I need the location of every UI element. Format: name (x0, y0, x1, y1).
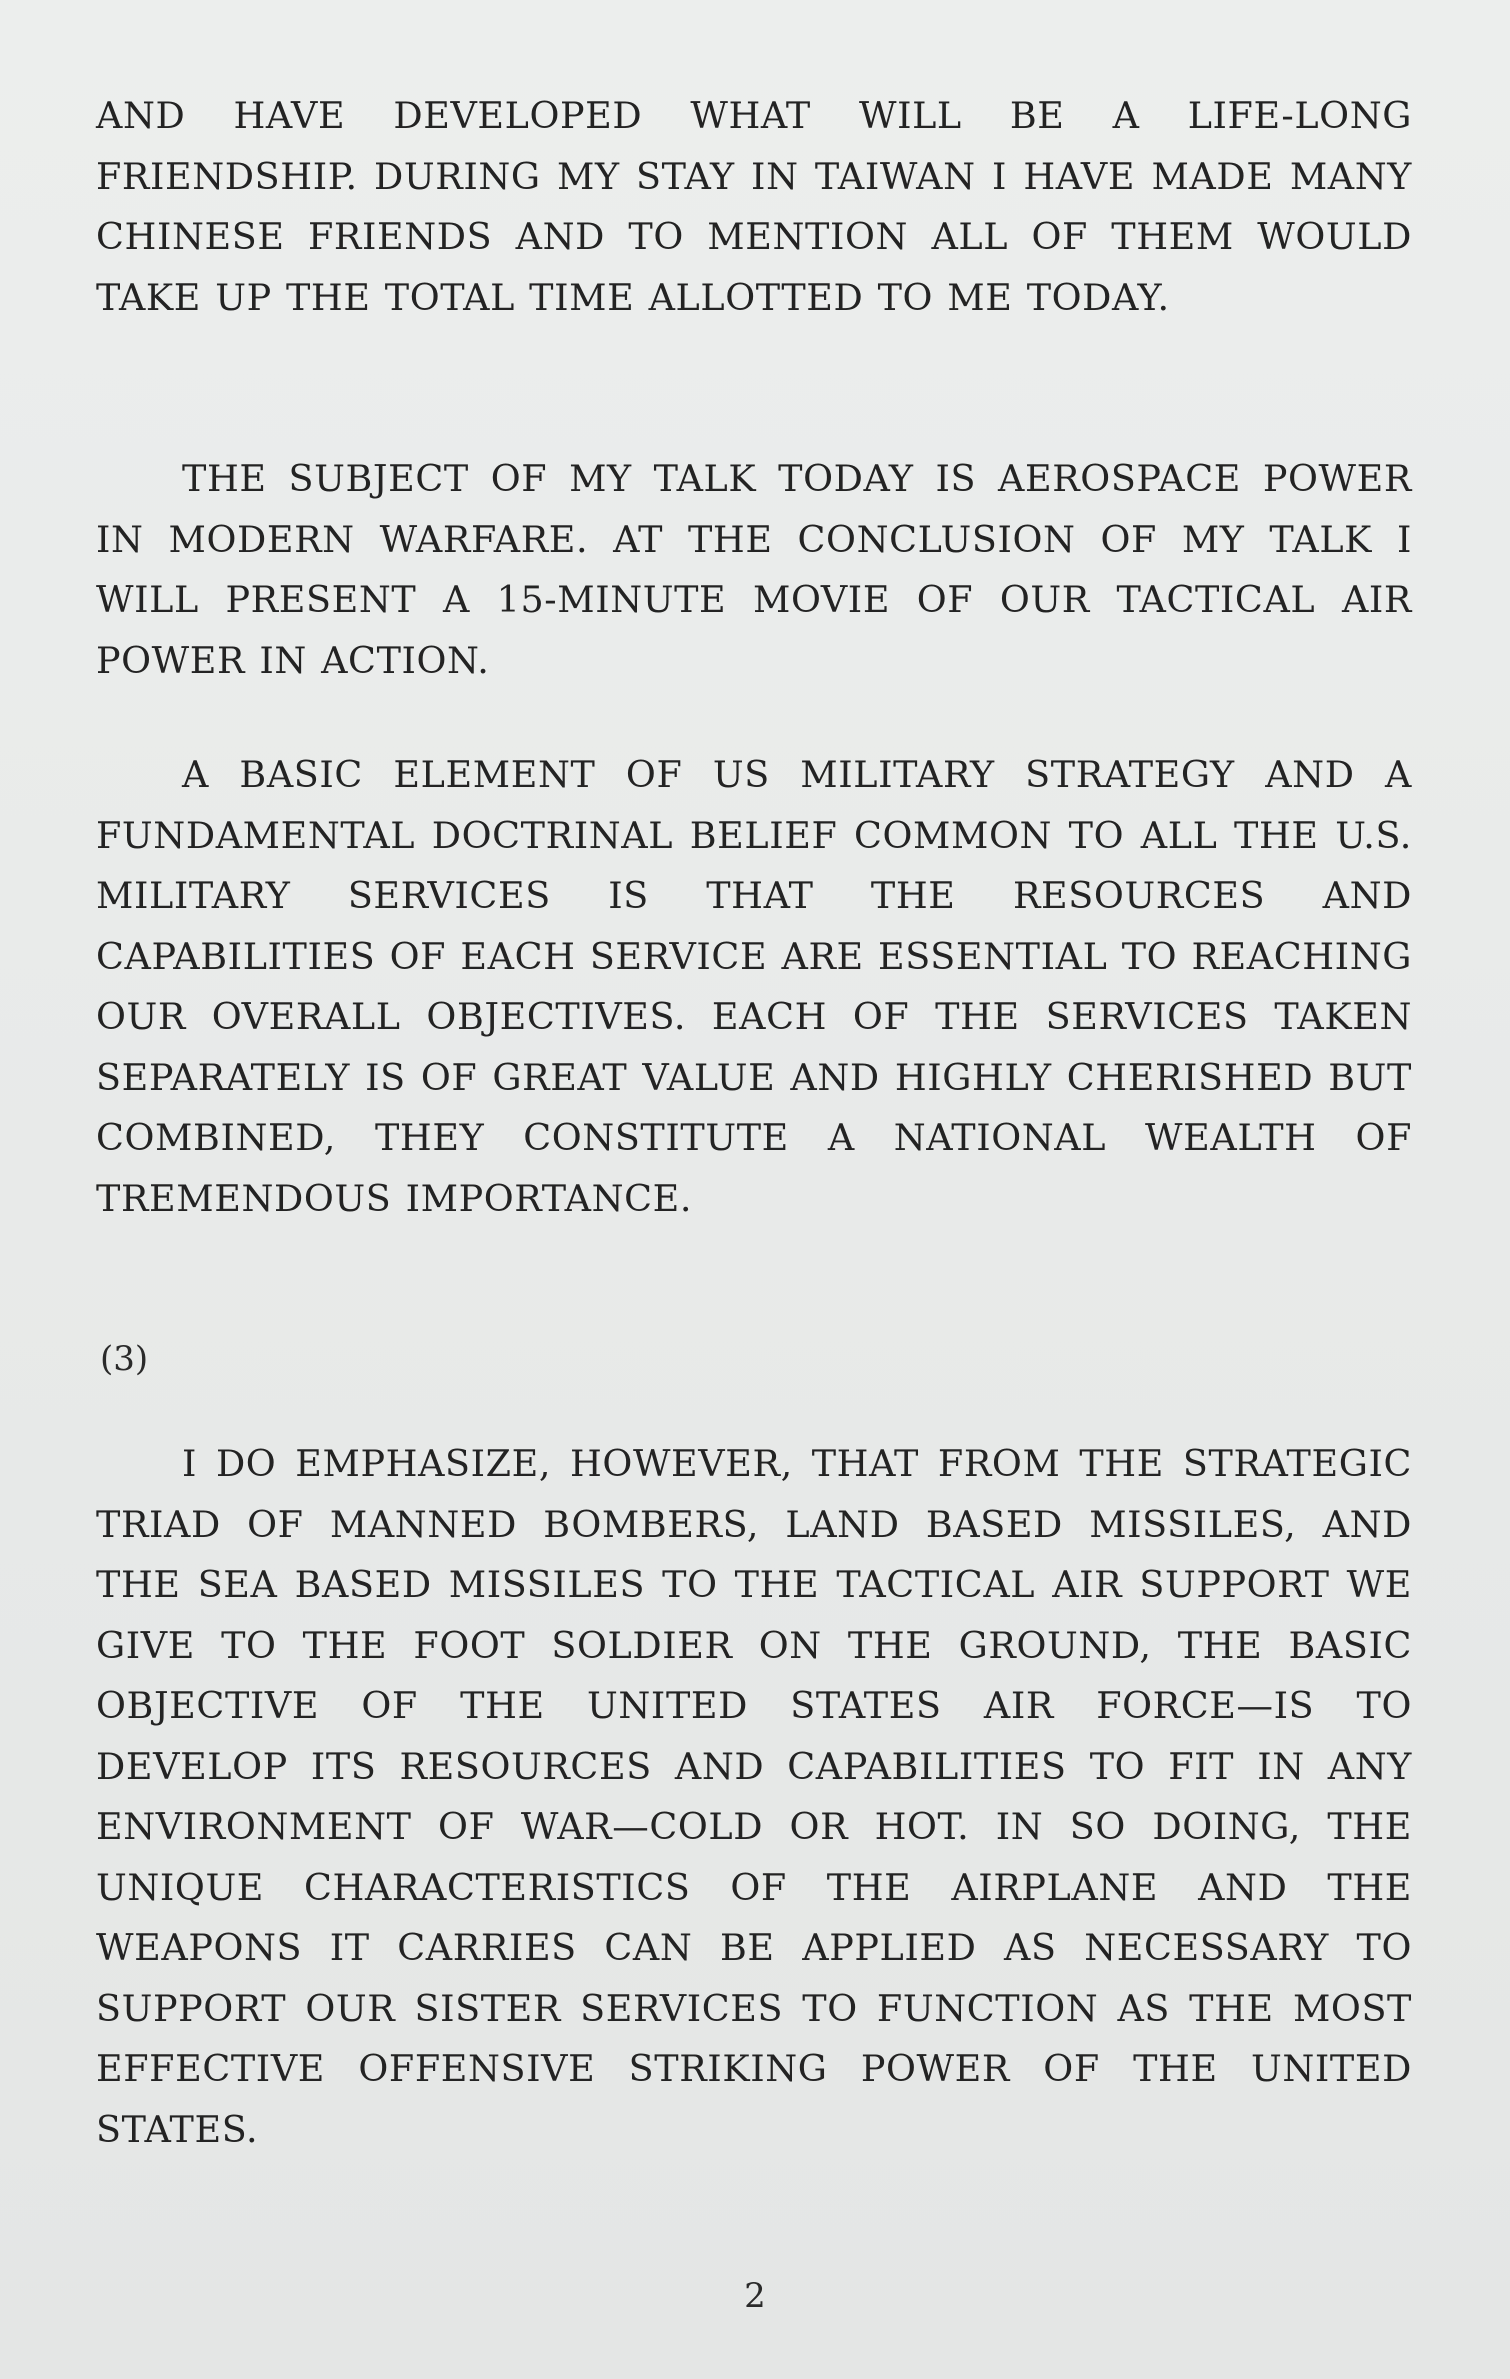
paragraph-3-text: A BASIC ELEMENT OF US MILITARY STRATEGY AND A FUNDAMENTAL DOCTRINAL BELIEF COMMON TO ALL THE U.S. MILITARY SERVICES IS THAT THE RESOURCES AND CAPABILITIES OF EACH SERVICE ARE ESSENTIAL TO REACHING OUR OVERALL OBJECTIVES. EACH OF THE SERVICES TAKEN SEPARATELY IS OF GREAT VALUE AND HIGHLY CHERISHED BUT COMBINED, THEY CONSTITUTE A NATIONAL WEALTH OF TREMENDOUS IMPORTANCE. (96, 753, 1412, 1220)
paragraph-1-text: AND HAVE DEVELOPED WHAT WILL BE A LIFE-LONG FRIENDSHIP. DURING MY STAY IN TAIWAN I HAVE MADE MANY CHINESE FRIENDS AND TO MENTION ALL OF THEM WOULD TAKE UP THE TOTAL TIME ALLOTTED TO ME TODAY. (96, 94, 1412, 319)
paragraph-2-text: THE SUBJECT OF MY TALK TODAY IS AEROSPACE POWER IN MODERN WARFARE. AT THE CONCLUSION OF MY TALK I WILL PRESENT A 15-MINUTE MOVIE OF OUR TACTICAL AIR POWER IN ACTION. (96, 457, 1412, 682)
paragraph-4 (96, 1434, 1412, 2160)
paragraph-1 (96, 86, 1412, 328)
paragraph-3 (96, 745, 1412, 1229)
page-number: 2 (744, 2276, 766, 2316)
paragraph-4-text: I DO EMPHASIZE, HOWEVER, THAT FROM THE STRATEGIC TRIAD OF MANNED BOMBERS, LAND BASED MISSILES, AND THE SEA BASED MISSILES TO THE TACTICAL AIR SUPPORT WE GIVE TO THE FOOT SOLDIER ON THE GROUND, THE BASIC OBJECTIVE OF THE UNITED STATES AIR FORCE—IS TO DEVELOP ITS RESOURCES AND CAPABILITIES TO FIT IN ANY ENVIRONMENT OF WAR—COLD OR HOT. IN SO DOING, THE UNIQUE CHARACTERISTICS OF THE AIRPLANE AND THE WEAPONS IT CARRIES CAN BE APPLIED AS NECESSARY TO SUPPORT OUR SISTER SERVICES TO FUNCTION AS THE MOST EFFECTIVE OFFENSIVE STRIKING POWER OF THE UNITED STATES. (96, 1442, 1412, 2151)
paragraph-2 (96, 449, 1412, 691)
section-marker: (3) (100, 1339, 149, 1379)
